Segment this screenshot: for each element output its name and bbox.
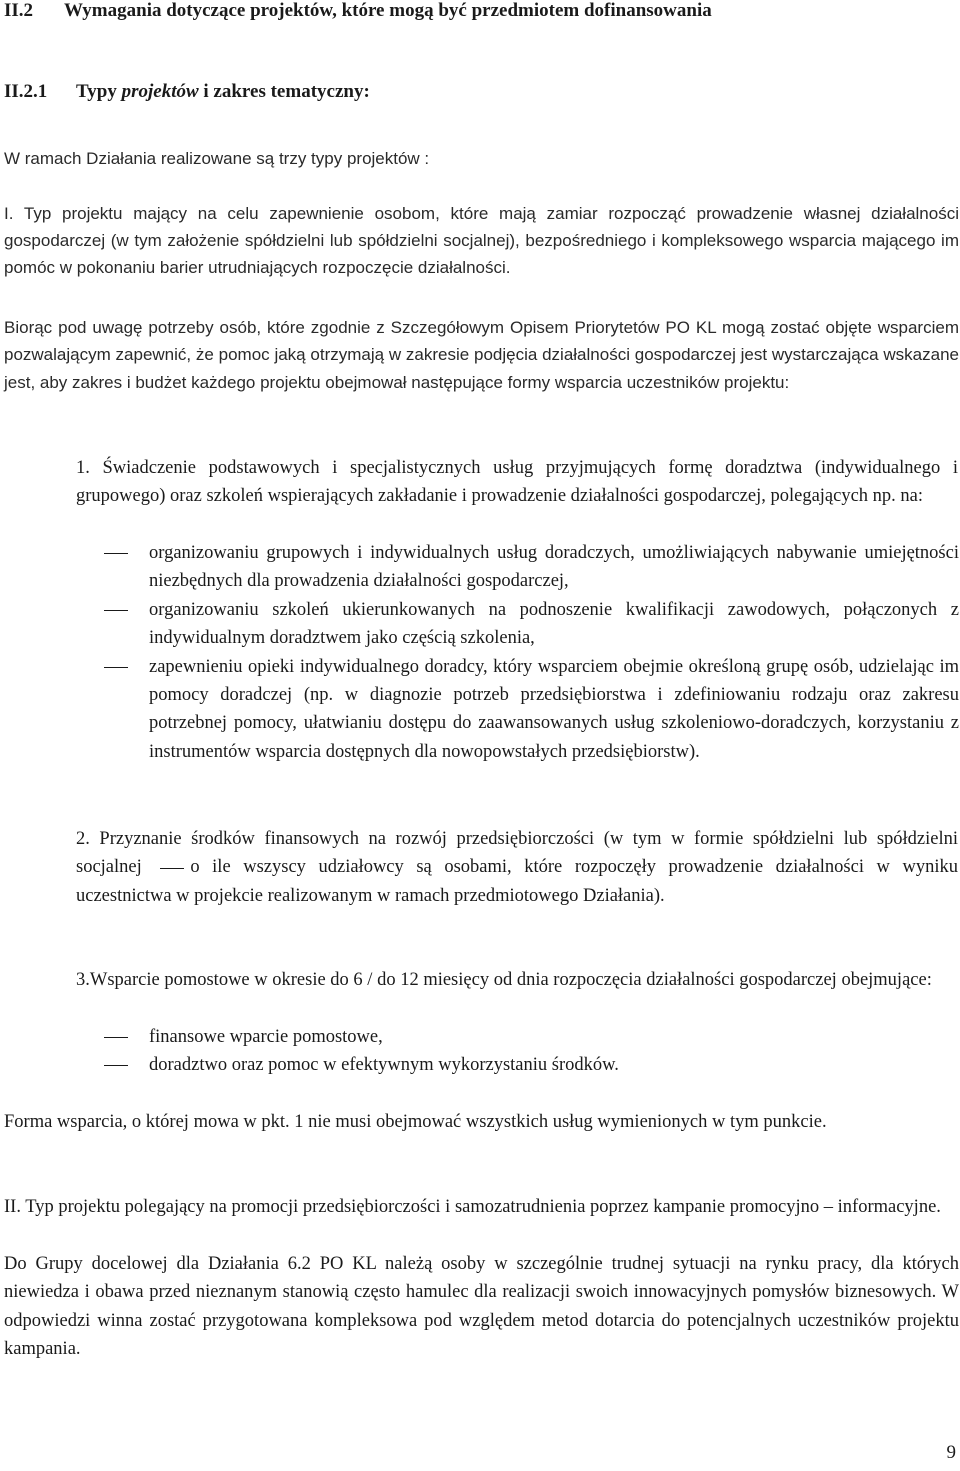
list-item: doradztwo oraz pomoc w efektywnym wykorzystaniu środków.	[104, 1051, 959, 1079]
numbered-item-1: 1. Świadczenie podstawowych i specjalistycznych usług przyjmujących formę doradztwa (indywidualnego i grupowego) oraz szkoleń wspierających zakładanie i prowadzenie działalności gospodarczej, polegających np. na:	[76, 458, 958, 507]
item3-bullet-list	[104, 1023, 959, 1080]
page-number: 9	[946, 1442, 956, 1463]
subsection-title-italic: projektów	[121, 81, 199, 102]
section-heading	[4, 0, 712, 22]
list-item: zapewnieniu opieki indywidualnego doradcy, który wsparciem obejmie określoną grupę osób, udzielając im pomocy doradczej (np. w diagnozie potrzeb przedsiębiorstwa i zdefiniowaniu rodzaju oraz zakresu potrzebnej pomocy, ułatwianiu dostępu do zaawansowanych usług szkoleniowo-doradczych, korzystaniu z instrumentów wsparcia dostępnych dla nowopowstałych przedsiębiorstw).	[104, 653, 959, 767]
dash-icon	[160, 868, 184, 869]
subsection-number: II.2.1	[4, 81, 48, 102]
forma-paragraph: Forma wsparcia, o której mowa w pkt. 1 nie musi obejmować wszystkich usług wymienionych w tym punkcie.	[4, 1112, 827, 1132]
dash-icon	[104, 1065, 128, 1066]
type1-paragraph: I. Typ projektu mający na celu zapewnienie osobom, które mają zamiar rozpocząć prowadzenie własnej działalności gospodarczej (w tym założenie spółdzielni lub spółdzielni socjalnej), bezpośredniego i kompleksowego wsparcia mającego im pomóc w pokonaniu barier utrudniających rozpoczęcie działalności.	[4, 204, 959, 278]
list-item: organizowaniu szkoleń ukierunkowanych na podnoszenie kwalifikacji zawodowych, połączonych z indywidualnym doradztwem jako częścią szkolenia,	[104, 596, 959, 653]
section-number: II.2	[4, 0, 34, 21]
list-item: organizowaniu grupowych i indywidualnych usług doradczych, umożliwiających nabywanie umiejętności niezbędnych dla prowadzenia działalności gospodarczej,	[104, 539, 959, 596]
subsection-title-start: Typy	[76, 81, 122, 102]
target-group-paragraph: Do Grupy docelowej dla Działania 6.2 PO KL należą osoby w szczególnie trudnej sytuacji na rynku pracy, dla których niewiedza i obawa przed nieznanym stanowią często hamulec dla realizacji swoich innowacyjnych pomysłów biznesowych. W odpowiedzi winna zostać przygotowana kompleksowa pod względem metod dotarcia do potencjalnych uczestników projektu kampania.	[4, 1254, 959, 1360]
dash-icon	[104, 667, 128, 668]
numbered-item-3: 3.Wsparcie pomostowe w okresie do 6 / do 12 miesięcy od dnia rozpoczęcia działalności gospodarczej obejmujące:	[76, 970, 932, 990]
section-title: Wymagania dotyczące projektów, które mogą być przedmiotem dofinansowania	[64, 0, 712, 21]
intro-text: W ramach Działania realizowane są trzy typy projektów :	[4, 149, 430, 168]
type1-paragraph-2: Biorąc pod uwagę potrzeby osób, które zgodnie z Szczegółowym Opisem Priorytetów PO KL mogą zostać objęte wsparciem pozwalającym zapewnić, że pomoc jaką otrzymają w zakresie podjęcia działalności gospodarczej jest wystarczająca wskazane jest, aby zakres i budżet każdego projektu obejmował następujące formy wsparcia uczestników projektu:	[4, 318, 959, 392]
subsection-title-end: i zakres tematyczny:	[198, 81, 370, 102]
type2-paragraph: II. Typ projektu polegający na promocji przedsiębiorczości i samozatrudnienia poprzez kampanie promocyjno – informacyjne.	[4, 1197, 941, 1217]
item1-bullet-list	[104, 539, 959, 766]
dash-icon	[104, 1037, 128, 1038]
numbered-item-2: 2. Przyznanie środków finansowych na rozwój przedsiębiorczości (w tym w formie spółdzielni lub spółdzielni socjalnej o ile wszyscy udziałowcy są osobami, które rozpoczęły prowadzenie działalności w wyniku uczestnictwa w projekcie realizowanym w ramach przedmiotowego Działania).	[76, 829, 958, 906]
subsection-heading	[4, 81, 370, 103]
dash-icon	[104, 610, 128, 611]
list-item: finansowe wparcie pomostowe,	[104, 1023, 959, 1051]
dash-icon	[104, 553, 128, 554]
